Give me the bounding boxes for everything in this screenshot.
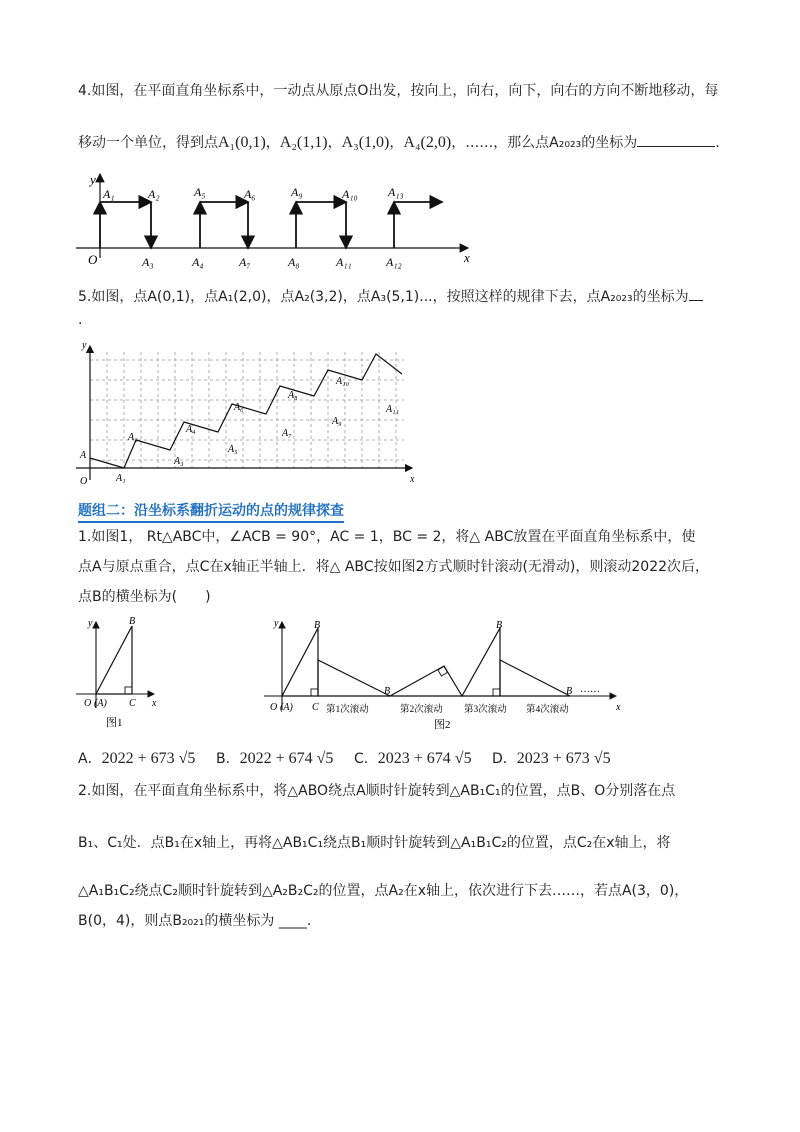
q4-y-label: y — [90, 172, 96, 187]
option-c-value: 2023 + 674 √5 — [377, 750, 472, 767]
roll-label-1: 第1次滚动 — [326, 705, 369, 715]
q4-line-2-suffix: ……，那么点A₂₀₂₃的坐标为 — [465, 135, 638, 151]
q4-x-label: x — [464, 250, 470, 265]
q5-line-1 — [78, 286, 703, 306]
q4-line-2-prefix: 移动一个单位，得到点 — [78, 135, 218, 151]
q4-point-2: A₂(1,1) — [279, 134, 328, 151]
q5-text: 5.如图，点A(0,1)，点A₁(2,0)，点A₂(3,2)，点A₃(5,1)...，按照这样的规律下去，点A₂₀₂₃的坐标为 — [78, 289, 689, 305]
fig2-C: C — [312, 702, 319, 713]
q5-origin-label: O — [80, 476, 88, 487]
q1-line-1: 1.如图1， Rt△ABC中，∠ACB = 90°，AC = 1，BC = 2，将△ ABC放置在平面直角坐标系中，使 — [78, 529, 696, 545]
q5-label-A7: A₇ — [282, 428, 292, 439]
option-a[interactable] — [78, 748, 195, 768]
q5-label-A11: A₁₁ — [386, 404, 400, 415]
q4-label-A11: A₁₁ — [336, 255, 352, 269]
q5-label-A6: A₆ — [234, 402, 244, 413]
q1-line-2: 点A与原点重合，点C在x轴正半轴上．将△ ABC按如图2方式顺时针滚动(无滑动)，则滚动2022次后， — [78, 559, 710, 575]
option-b-value: 2022 + 674 √5 — [239, 750, 334, 767]
option-d-letter: D． — [492, 751, 517, 767]
q2-line-4: B(0，4)，则点B₂₀₂₁的横坐标为 ____. — [78, 913, 312, 929]
q4-label-A9: A₉ — [291, 185, 303, 199]
q4-label-A13: A₁₃ — [388, 185, 404, 199]
q4-point-4: A₄(2,0) — [403, 134, 452, 151]
option-b-letter: B． — [216, 751, 240, 767]
q4-label-A7: A₇ — [239, 255, 251, 269]
q2-line-3: △A₁B₁C₂绕点C₂顺时针旋转到△A₂B₂C₂的位置，点A₂在x轴上，依次进行下去……，若点A(3，0)， — [78, 883, 689, 899]
option-d-value: 2023 + 673 √5 — [516, 750, 611, 767]
option-b[interactable] — [216, 748, 333, 768]
q4-label-A12: A₁₂ — [386, 255, 402, 269]
q4-point-1: A₁(0,1) — [218, 134, 266, 151]
fig2-dots: …… — [580, 684, 600, 695]
fig1-B: B — [129, 616, 136, 627]
q4-label-A6: A₆ — [244, 187, 256, 201]
q2-line-2: B₁、C₁处．点B₁在x轴上，再将△AB₁C₁绕点B₁顺时针旋转到△A₁B₁C₂的位置，点C₂在x轴上，将 — [78, 835, 671, 851]
q4-label-A2: A₂ — [148, 187, 160, 201]
q2-line-1: 2.如图，在平面直角坐标系中，将△ABO绕点A顺时针旋转到△AB₁C₁的位置，点B、O分别落在点 — [78, 783, 676, 799]
fig2-A: (A) — [280, 702, 293, 713]
option-c[interactable] — [354, 748, 472, 768]
q5-figure — [76, 340, 416, 490]
q1-figure-1 — [76, 616, 166, 734]
roll-label-3: 第3次滚动 — [464, 705, 507, 715]
fig2-x-label: x — [616, 702, 621, 713]
roll-label-2: 第2次滚动 — [400, 705, 443, 715]
fig1-y-label: y — [88, 618, 93, 629]
q5-answer-blank[interactable] — [689, 300, 703, 301]
q4-origin-label: O — [88, 252, 98, 267]
q5-y-label: y — [82, 340, 87, 351]
q5-label-A10: A₁₀ — [336, 376, 350, 387]
fig2-B3: B — [496, 620, 503, 631]
fig1-caption: 图1 — [106, 717, 123, 729]
fig1-O: O — [84, 698, 92, 709]
q4-line-2: 移动一个单位，得到点A₁(0,1)，A₂(1,1)，A₃(1,0)，A₄(2,0)，……，那么点A₂₀₂₃的坐标为 . — [78, 134, 720, 151]
q5-x-label: x — [410, 474, 415, 485]
q1-figure-2 — [264, 616, 624, 734]
fig2-B1: B — [314, 620, 321, 631]
q4-answer-blank[interactable] — [637, 146, 715, 147]
q4-label-A4: A₄ — [192, 255, 204, 269]
q5-label-A2: A₂ — [128, 432, 138, 443]
fig1-A: (A) — [94, 698, 107, 709]
option-a-value: 2022 + 673 √5 — [101, 750, 196, 767]
q5-label-A4: A₄ — [186, 424, 196, 435]
q4-label-A3: A₃ — [142, 255, 154, 269]
q5-label-A3: A₃ — [174, 456, 184, 467]
q5-label-A9: A₉ — [332, 416, 342, 427]
option-d[interactable] — [492, 748, 611, 768]
roll-label-4: 第4次滚动 — [526, 705, 569, 715]
q5-label-A: A — [80, 450, 87, 461]
q5-label-A5: A₅ — [228, 444, 238, 455]
q4-label-A5: A₅ — [194, 185, 206, 199]
q5-zigzag — [90, 354, 402, 468]
q4-label-A8: A₈ — [288, 255, 300, 269]
fig2-y-label: y — [274, 618, 279, 629]
q4-point-3: A₃(1,0) — [341, 134, 390, 151]
q5-trail: . — [78, 312, 83, 328]
section-heading: 题组二：沿坐标系翻折运动的点的规律探查 — [78, 500, 344, 523]
q4-label-A1: A₁ — [103, 187, 115, 201]
fig1-x-label: x — [152, 698, 157, 709]
q5-label-A8: A₈ — [288, 390, 298, 401]
fig2-B4: B — [566, 686, 573, 697]
fig2-caption: 图2 — [434, 719, 451, 731]
q5-label-A1: A₁ — [116, 473, 126, 484]
option-c-letter: C． — [354, 751, 378, 767]
q4-figure — [76, 172, 476, 272]
q4-label-A10: A₁₀ — [342, 187, 358, 201]
fig2-O: O — [270, 702, 278, 713]
q1-line-3: 点B的横坐标为( ) — [78, 589, 211, 605]
fig2-B2: B — [384, 686, 391, 697]
option-a-letter: A． — [78, 751, 102, 767]
q4-line-1: 4.如图，在平面直角坐标系中，一动点从原点O出发，按向上，向右，向下，向右的方向不断地移动，每 — [78, 83, 719, 99]
fig1-C: C — [129, 698, 136, 709]
